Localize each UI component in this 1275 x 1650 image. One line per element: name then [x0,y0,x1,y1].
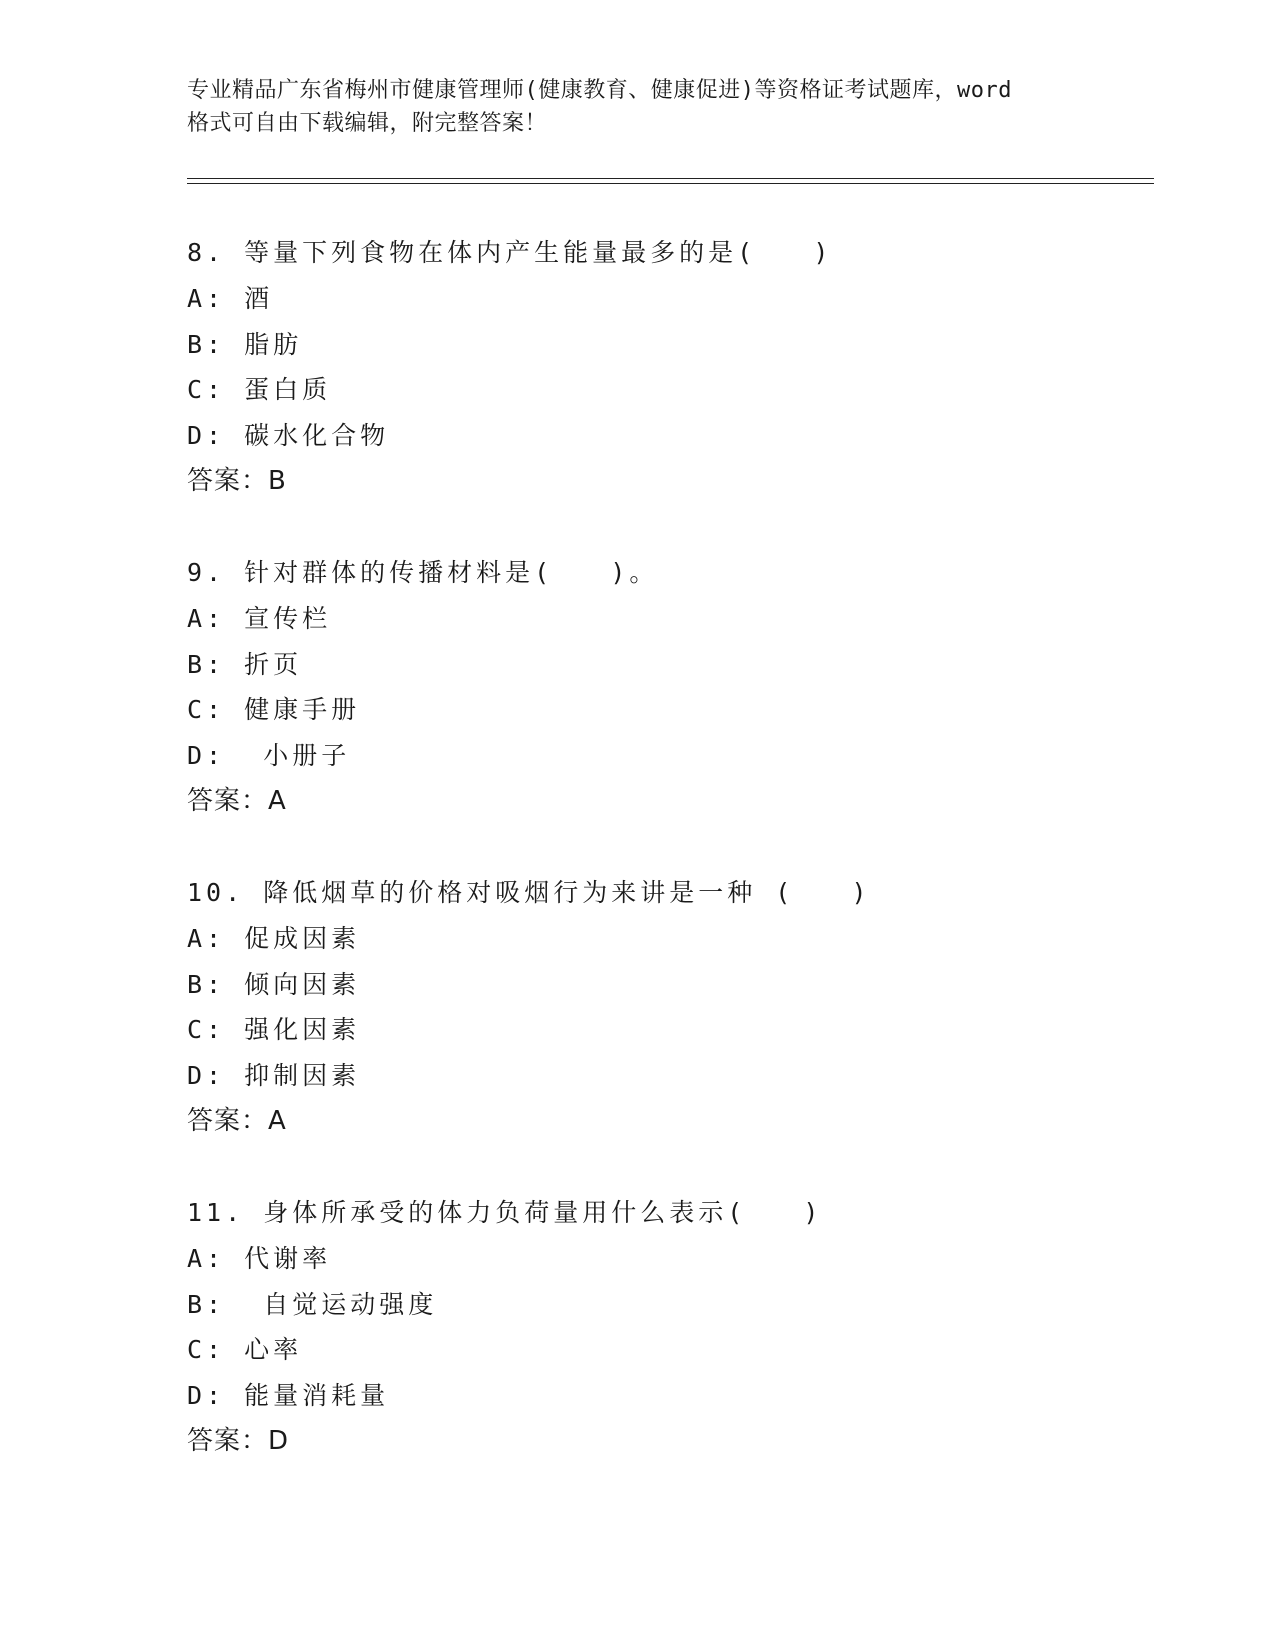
header-divider-bottom [187,183,1154,184]
question-list [187,236,1147,1516]
question-item [187,1196,1147,1516]
option-c: C: 健康手册 [187,695,361,724]
option-c: C: 强化因素 [187,1015,361,1044]
answer-label: 答案：B [187,466,287,496]
question-item [187,236,1147,556]
answer-label: 答案：D [187,1426,290,1456]
document-header [187,74,1087,140]
question-item [187,556,1147,876]
option-c: C: 蛋白质 [187,375,332,404]
option-a: A: 酒 [187,284,274,313]
question-title: 8. 等量下列食物在体内产生能量最多的是( ) [187,238,833,267]
question-title: 9. 针对群体的传播材料是( )。 [187,558,659,587]
option-d: D: 小册子 [187,741,351,770]
option-a: A: 宣传栏 [187,604,332,633]
option-c: C: 心率 [187,1335,303,1364]
option-a: A: 促成因素 [187,924,361,953]
option-d: D: 抑制因素 [187,1061,361,1090]
option-b: B: 脂肪 [187,330,303,359]
answer-label: 答案：A [187,1106,287,1136]
header-divider-top [187,178,1154,179]
question-title: 10. 降低烟草的价格对吸烟行为来讲是一种 ( ) [187,878,871,907]
option-a: A: 代谢率 [187,1244,332,1273]
answer-label: 答案：A [187,786,287,816]
option-d: D: 能量消耗量 [187,1381,390,1410]
option-b: B: 折页 [187,650,303,679]
option-d: D: 碳水化合物 [187,421,390,450]
question-title: 11. 身体所承受的体力负荷量用什么表示( ) [187,1198,823,1227]
option-b: B: 倾向因素 [187,970,361,999]
option-b: B: 自觉运动强度 [187,1290,438,1319]
question-item [187,876,1147,1196]
header-line-2: 格式可自由下载编辑，附完整答案！ [187,111,548,136]
header-line-1: 专业精品广东省梅州市健康管理师(健康教育、健康促进)等资格证考试题库，word [187,78,1012,103]
